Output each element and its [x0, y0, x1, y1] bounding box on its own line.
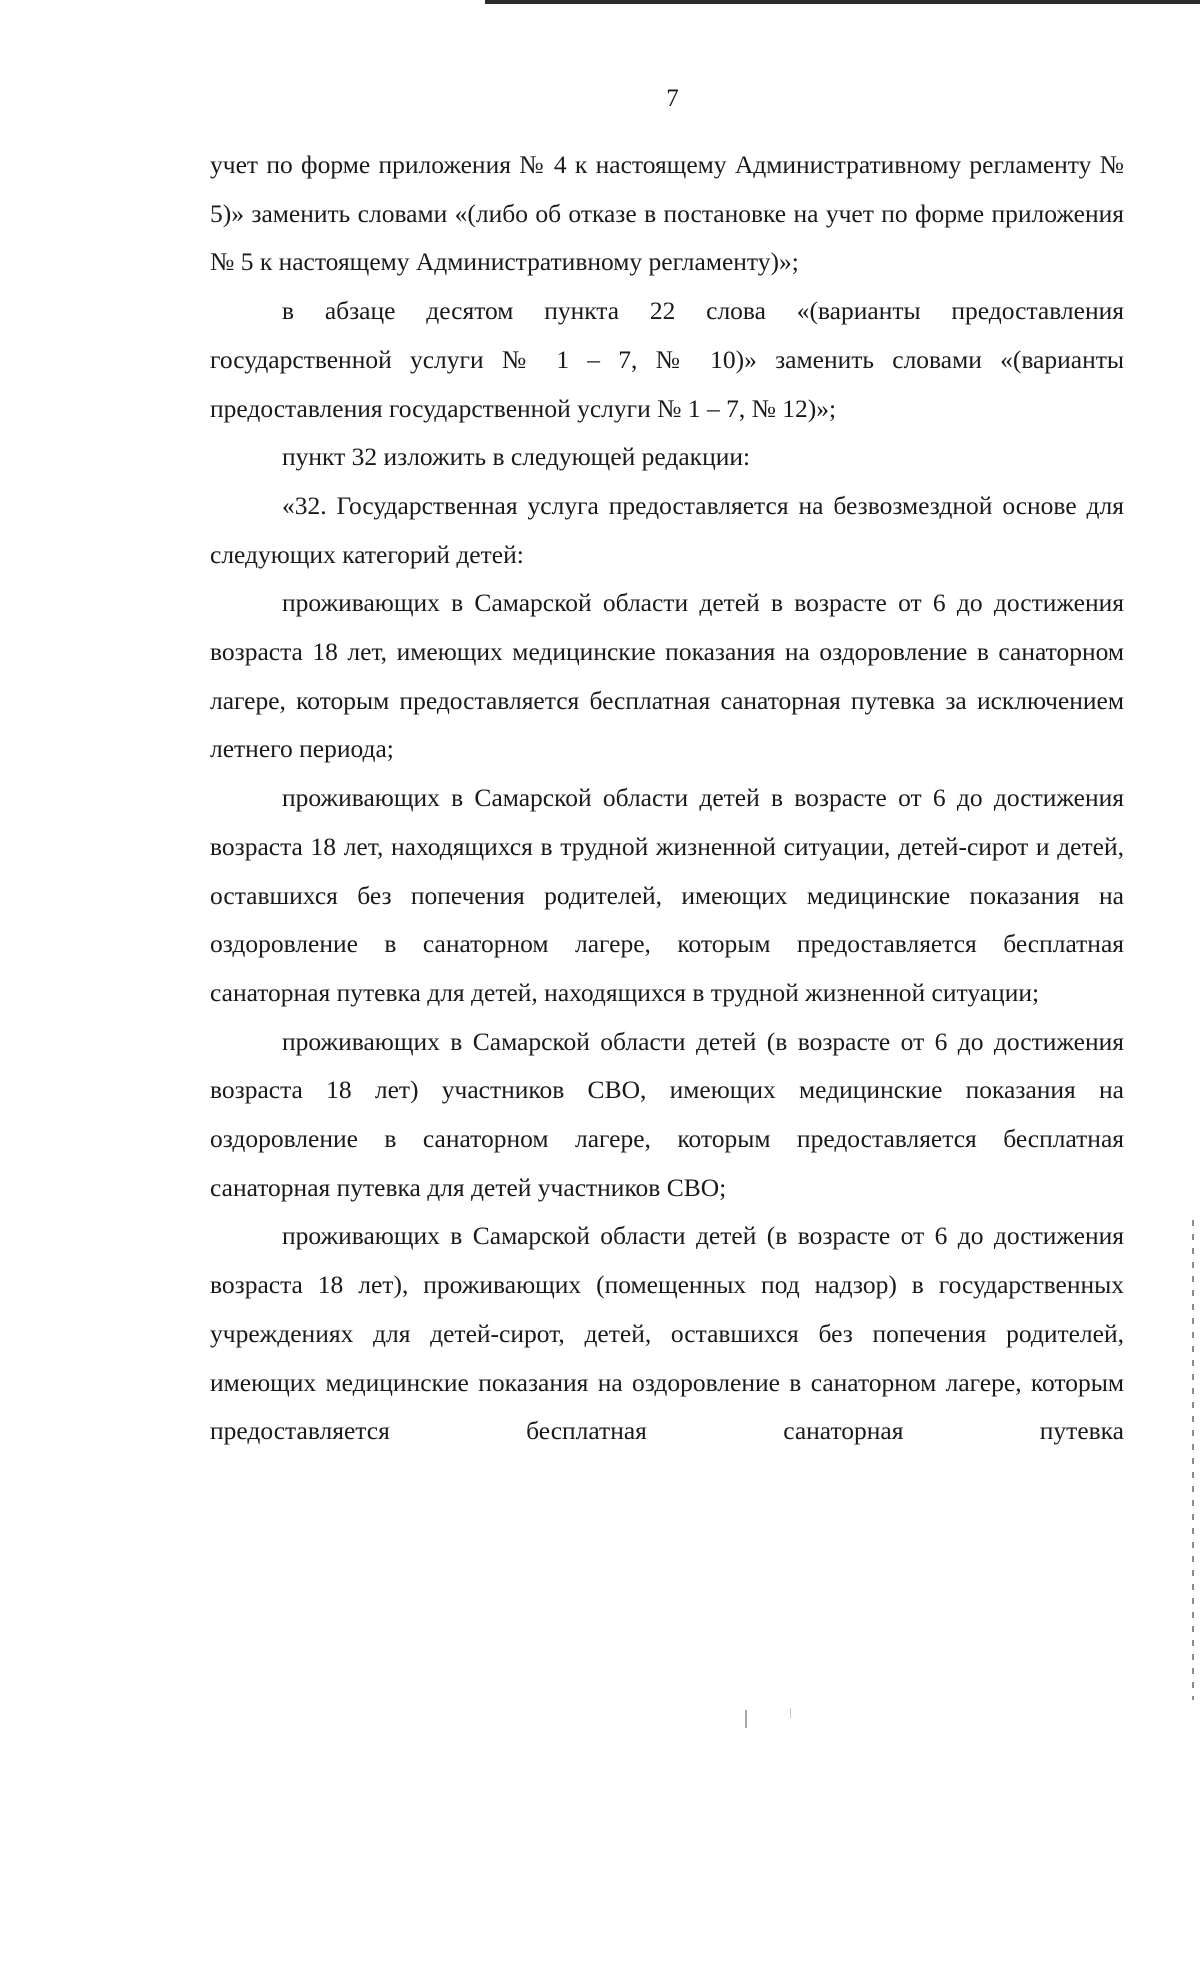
paragraph-p32-text: «32. Государственная услуга предоставляется на безвозмездной основе для следующих категорий детей:	[210, 490, 1124, 569]
paragraph-p32-intro: пункт 32 изложить в следующей редакции:	[282, 442, 751, 472]
paragraph-category-1: проживающих в Самарской области детей в возрасте от 6 до достижения возраста 18 лет, имеющих медицинские показания на оздоровление в санаторном лагере, которым предоставляется бесплатная санаторная путевка за исключением летнего периода;	[210, 588, 1124, 764]
scan-dust-mark	[790, 1708, 791, 1718]
paragraph-category-3: проживающих в Самарской области детей (в возрасте от 6 до достижения возраста 18 лет) участников СВО, имеющих медицинские показания на оздоровление в санаторном лагере, которым предоставляется бесплатная санаторная путевка для детей участников СВО;	[210, 1026, 1124, 1202]
document-body	[210, 141, 1124, 1456]
scan-dust-mark	[745, 1710, 747, 1728]
scan-top-border	[485, 0, 1200, 4]
paragraph-category-4: проживающих в Самарской области детей (в возрасте от 6 до достижения возраста 18 лет), проживающих (помещенных под надзор) в государственных учреждениях для детей-сирот, детей, оставшихся без попечения родителей, имеющих медицинские показания на оздоровление в санаторном лагере, которым предоставляется бесплатная санаторная путевка	[210, 1221, 1124, 1446]
scan-edge-artifact	[1192, 1220, 1194, 1700]
page-number: 7	[666, 85, 679, 112]
paragraph-category-2: проживающих в Самарской области детей в возрасте от 6 до достижения возраста 18 лет, находящихся в трудной жизненной ситуации, детей-сирот и детей, оставшихся без попечения родителей, имеющих медицинские показания на оздоровление в санаторном лагере, которым предоставляется бесплатная санаторная путевка для детей, находящихся в трудной жизненной ситуации;	[210, 783, 1124, 1007]
paragraph-amendment-p22: в абзаце десятом пункта 22 слова «(варианты предоставления государственной услуги № 1 – 7, № 10)» заменить словами «(варианты предоставления государственной услуги № 1 – 7, № 12)»;	[210, 296, 1124, 423]
paragraph-continuation: учет по форме приложения № 4 к настоящему Административному регламенту № 5)» заменить словами «(либо об отказе в постановке на учет по форме приложения № 5 к настоящему Административному регламенту)»;	[210, 150, 1124, 277]
